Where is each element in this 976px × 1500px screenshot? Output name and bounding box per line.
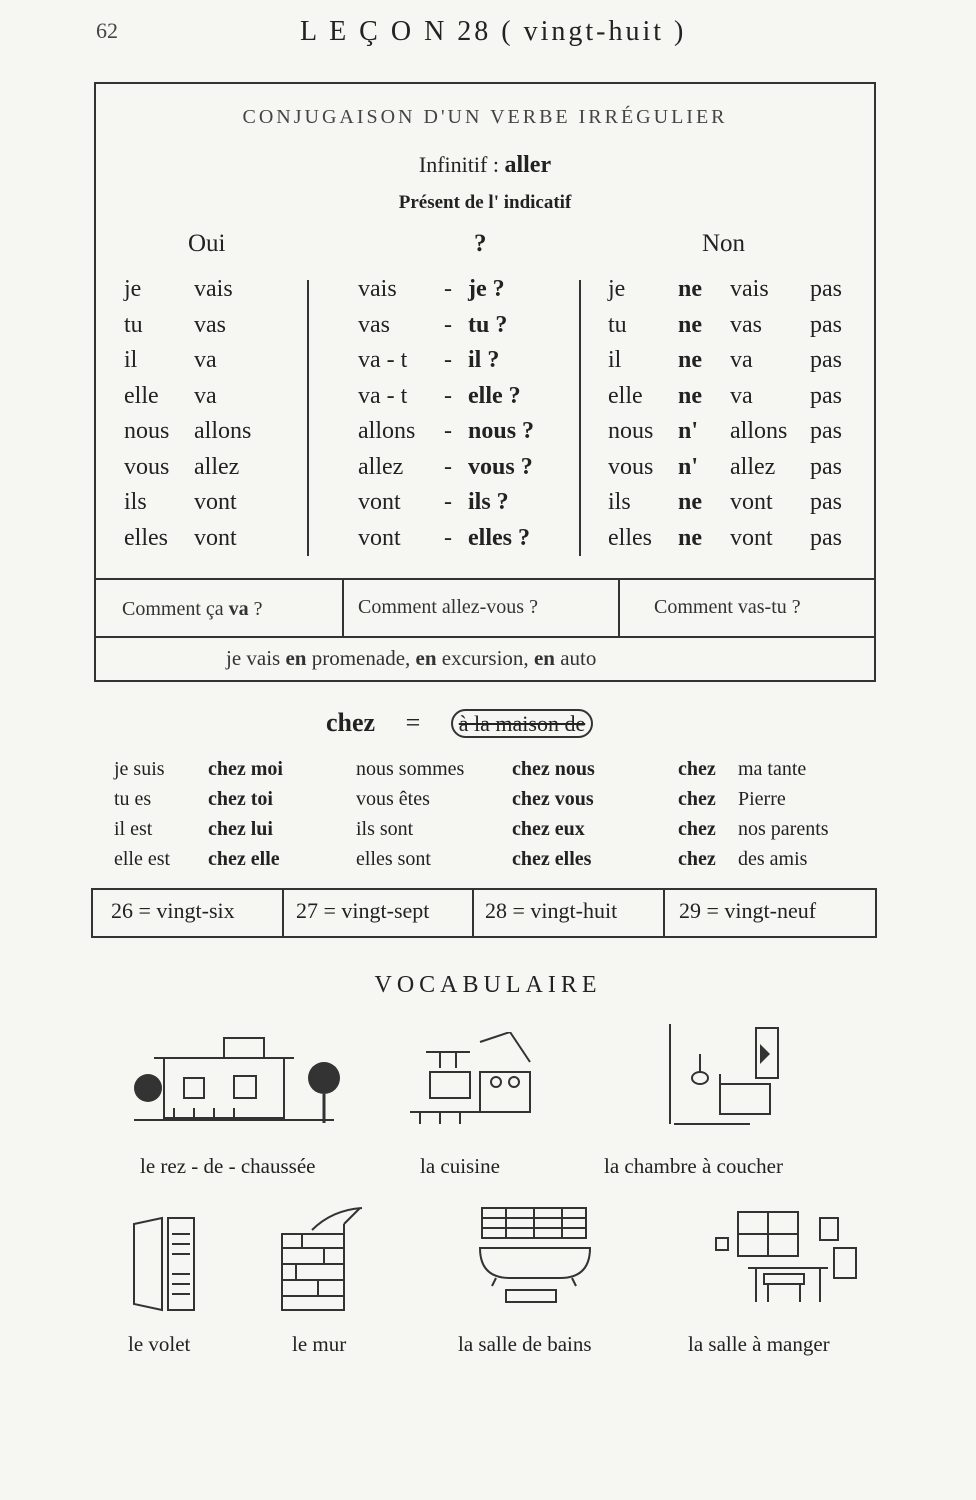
wall-illustration	[272, 1204, 372, 1316]
chez-example-1-4: chez	[678, 788, 716, 810]
conj-n-verb-elles: vont	[730, 524, 773, 551]
chez-definition	[326, 708, 593, 738]
chez-example-0-0: je suis	[114, 758, 165, 780]
chez-example-1-2: vous êtes	[356, 788, 430, 810]
chez-example-3-3: chez elles	[512, 848, 592, 870]
conj-ne-nous: n'	[678, 418, 699, 444]
conj-pron-il: il	[124, 347, 138, 373]
conj-n-verb-elle: va	[730, 382, 753, 409]
conj-q-verb-je: vais	[358, 276, 397, 302]
conj-q-pron-tu: tu ?	[468, 311, 508, 338]
vocab-caption-4: le volet	[128, 1332, 191, 1356]
conj-n-pron-je: je	[608, 276, 626, 302]
chez-example-0-2: nous sommes	[356, 758, 465, 780]
chez-example-3-2: elles sont	[356, 848, 431, 870]
conj-ne-tu: ne	[678, 311, 702, 338]
chez-example-3-1: chez elle	[208, 848, 280, 870]
infinitif-label: Infinitif :	[418, 152, 499, 177]
vocab-caption-6: la salle de bains	[458, 1332, 592, 1356]
conj-q-verb-il: va - t	[358, 347, 408, 373]
number-29: 29 = vingt-neuf	[679, 898, 817, 923]
conj-pas-elles: pas	[810, 524, 842, 551]
number-27: 27 = vingt-sept	[296, 898, 430, 923]
conj-ne-ils: ne	[678, 489, 702, 515]
page-number: 62	[96, 18, 118, 43]
conj-q-pron-je: je ?	[468, 276, 505, 302]
numbers-box	[91, 888, 877, 938]
conj-q-verb-elles: vont	[358, 524, 401, 551]
chez-example-0-5: ma tante	[738, 758, 807, 780]
vocab-caption-2: la cuisine	[420, 1154, 500, 1178]
question-hyphen: -	[444, 276, 452, 302]
conj-ne-je: ne	[678, 276, 702, 302]
chez-word: chez	[326, 708, 376, 737]
conj-q-pron-vous: vous ?	[468, 453, 533, 480]
conj-ne-vous: n'	[678, 453, 699, 480]
conj-verb-je: vais	[194, 276, 233, 302]
conj-n-pron-nous: nous	[608, 418, 654, 444]
conj-n-pron-elles: elles	[608, 524, 652, 551]
question-hyphen: -	[444, 347, 452, 373]
conj-q-verb-tu: vas	[358, 311, 390, 338]
greeting-1: Comment ça va ?	[122, 598, 263, 620]
conj-pas-ils: pas	[810, 489, 842, 515]
vocab-caption-5: le mur	[292, 1332, 347, 1356]
column-header-non: Non	[702, 230, 746, 257]
conj-q-verb-nous: allons	[358, 418, 416, 444]
chez-example-2-4: chez	[678, 818, 716, 840]
conj-pas-il: pas	[810, 347, 842, 373]
vocab-caption-7: la salle à manger	[688, 1332, 830, 1356]
conj-n-verb-il: va	[730, 347, 753, 373]
chez-example-1-0: tu es	[114, 788, 152, 810]
conj-n-verb-tu: vas	[730, 311, 762, 338]
conj-pas-tu: pas	[810, 311, 842, 338]
infinitif-line	[96, 152, 874, 179]
conj-verb-nous: allons	[194, 418, 252, 444]
house-illustration	[134, 1028, 350, 1132]
conjugation-title: CONJUGAISON D'UN VERBE IRRÉGULIER	[242, 106, 728, 128]
conj-n-pron-ils: ils	[608, 489, 631, 515]
conj-verb-tu: vas	[194, 311, 226, 338]
conj-q-pron-il: il ?	[468, 347, 500, 373]
question-hyphen: -	[444, 489, 452, 515]
promenade-line: je vais en promenade, en excursion, en auto	[226, 646, 597, 670]
question-hyphen: -	[444, 382, 452, 409]
column-divider	[579, 280, 581, 556]
chez-example-2-2: ils sont	[356, 818, 414, 840]
greeting-divider	[618, 578, 620, 636]
infinitif-verb: aller	[504, 152, 552, 178]
conj-n-pron-il: il	[608, 347, 622, 373]
conj-pas-nous: pas	[810, 418, 842, 444]
chez-example-0-3: chez nous	[512, 758, 595, 780]
greeting-divider	[342, 578, 344, 636]
equals-sign: =	[405, 708, 421, 737]
bathtub-illustration	[476, 1204, 596, 1308]
numbers-divider	[663, 890, 665, 936]
conj-q-pron-nous: nous ?	[468, 418, 535, 444]
divider	[96, 636, 874, 638]
tense-label: Présent de l' indicatif	[398, 192, 572, 213]
question-hyphen: -	[444, 453, 452, 480]
chez-example-3-0: elle est	[114, 848, 171, 870]
chez-example-1-1: chez toi	[208, 788, 273, 810]
question-hyphen: -	[444, 311, 452, 338]
vocabulary-title: VOCABULAIRE	[374, 972, 602, 998]
conj-pas-je: pas	[810, 276, 842, 302]
greeting-3: Comment vas-tu ?	[654, 596, 801, 618]
conjugation-box	[94, 82, 876, 682]
chez-example-1-3: chez vous	[512, 788, 594, 810]
conj-n-verb-nous: allons	[730, 418, 788, 444]
greeting-2: Comment allez-vous ?	[358, 596, 538, 618]
conj-ne-il: ne	[678, 347, 702, 373]
conj-verb-ils: vont	[194, 489, 237, 515]
kitchen-illustration	[410, 1032, 540, 1128]
vocab-caption-1: le rez - de - chaussée	[140, 1154, 316, 1178]
conj-n-verb-ils: vont	[730, 489, 773, 515]
column-divider	[307, 280, 309, 556]
conj-verb-il: va	[194, 347, 217, 373]
bedroom-illustration	[660, 1024, 780, 1134]
conj-pas-vous: pas	[810, 453, 842, 480]
conj-q-verb-elle: va - t	[358, 382, 408, 409]
conj-n-pron-tu: tu	[608, 311, 627, 338]
conj-q-verb-ils: vont	[358, 489, 401, 515]
conj-n-verb-je: vais	[730, 276, 769, 302]
conj-verb-elle: va	[194, 382, 217, 409]
column-header-question: ?	[474, 230, 487, 257]
chez-example-2-1: chez lui	[208, 818, 273, 840]
number-28: 28 = vingt-huit	[485, 898, 618, 923]
chez-example-1-5: Pierre	[738, 788, 786, 810]
conj-n-pron-elle: elle	[608, 382, 643, 409]
chez-example-0-1: chez moi	[208, 758, 283, 780]
chez-example-3-5: des amis	[738, 848, 808, 870]
conj-pron-vous: vous	[124, 453, 170, 480]
conj-n-verb-vous: allez	[730, 453, 776, 480]
question-hyphen: -	[444, 524, 452, 551]
shutter-illustration	[128, 1214, 198, 1314]
conj-pron-tu: tu	[124, 311, 143, 338]
divider	[96, 578, 874, 580]
lesson-title: L E Ç O N 28 ( vingt-huit )	[300, 16, 687, 47]
conj-n-pron-vous: vous	[608, 453, 654, 480]
numbers-divider	[472, 890, 474, 936]
conj-pron-elle: elle	[124, 382, 159, 409]
chez-example-2-3: chez eux	[512, 818, 585, 840]
chez-example-3-4: chez	[678, 848, 716, 870]
chez-example-2-5: nos parents	[738, 818, 829, 840]
numbers-divider	[282, 890, 284, 936]
chez-example-2-0: il est	[114, 818, 153, 840]
conj-pas-elle: pas	[810, 382, 842, 409]
chez-meaning	[451, 709, 593, 738]
conj-q-pron-ils: ils ?	[468, 489, 509, 515]
vocab-caption-3: la chambre à coucher	[604, 1154, 783, 1178]
conj-ne-elle: ne	[678, 382, 702, 409]
conj-q-verb-vous: allez	[358, 453, 404, 480]
number-26: 26 = vingt-six	[111, 898, 235, 923]
chez-meaning-text: à la maison de	[458, 711, 586, 736]
conj-pron-je: je	[124, 276, 142, 302]
conj-ne-elles: ne	[678, 524, 702, 551]
dining-room-illustration	[708, 1208, 864, 1308]
conj-pron-elles: elles	[124, 524, 168, 551]
conj-pron-nous: nous	[124, 418, 170, 444]
conj-verb-vous: allez	[194, 453, 240, 480]
question-hyphen: -	[444, 418, 452, 444]
chez-example-0-4: chez	[678, 758, 716, 780]
conj-q-pron-elle: elle ?	[468, 382, 521, 409]
conj-verb-elles: vont	[194, 524, 237, 551]
conj-q-pron-elles: elles ?	[468, 524, 530, 551]
column-header-oui: Oui	[188, 230, 226, 257]
conj-pron-ils: ils	[124, 489, 147, 515]
